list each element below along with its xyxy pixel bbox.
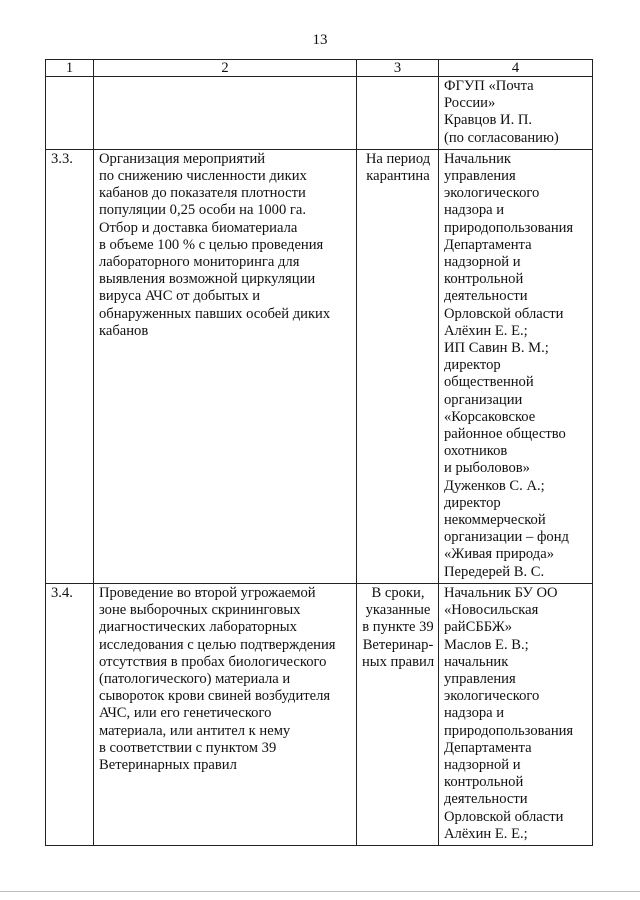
measure-description-line: кабанов до показателя плотности — [99, 185, 306, 202]
responsible-line: России» — [444, 95, 496, 112]
table-row — [46, 583, 593, 845]
measure-description-cell — [94, 583, 357, 845]
responsible-line: природопользования — [444, 219, 574, 236]
responsible-line: Орловской области — [444, 808, 564, 825]
responsible-line: начальник — [444, 653, 509, 670]
responsible-line: контрольной — [444, 774, 524, 791]
responsible-cell — [439, 77, 593, 150]
responsible-line: управления — [444, 168, 516, 185]
responsible-line: надзора и — [444, 705, 505, 722]
measure-description-line: исследования с целью подтверждения — [99, 636, 336, 653]
responsible-line: Начальник — [444, 150, 512, 167]
measure-description-line: Отбор и доставка биоматериала — [99, 219, 298, 236]
measure-description-line: АЧС, или его генетического — [99, 705, 272, 722]
measure-description-cell — [94, 77, 357, 150]
page-bottom-rule — [0, 891, 640, 892]
measure-description-line: популяции 0,25 особи на 1000 га. — [99, 202, 307, 219]
deadline-line: Ветеринар- — [362, 636, 434, 653]
responsible-line: Передерей В. С. — [444, 563, 545, 580]
measure-description-line: сывороток крови свиней возбудителя — [99, 688, 331, 705]
measure-description-line: вируса АЧС от добытых и — [99, 288, 261, 305]
responsible-line: Кравцов И. П. — [444, 112, 533, 129]
deadline-line: На период — [365, 150, 431, 167]
measure-description-line: отсутствия в пробах биологического — [99, 653, 327, 670]
measure-description-line: обнаруженных павших особей диких — [99, 305, 331, 322]
responsible-cell — [439, 583, 593, 845]
row-number-cell: 3.3. — [46, 149, 94, 583]
responsible-line: контрольной — [444, 271, 524, 288]
measure-description-line: зоне выборочных скрининговых — [99, 602, 301, 619]
measure-description-cell — [94, 149, 357, 583]
responsible-line: надзора и — [444, 202, 505, 219]
responsible-cell — [439, 149, 593, 583]
responsible-line: экологического — [444, 185, 540, 202]
responsible-line: Департамента — [444, 739, 532, 756]
responsible-line: райСББЖ» — [444, 619, 513, 636]
deadline-cell — [357, 583, 439, 845]
responsible-line: Дуженков С. А.; — [444, 477, 545, 494]
responsible-line: Маслов Е. В.; — [444, 636, 529, 653]
column-header-3: 3 — [357, 60, 439, 77]
responsible-line: надзорной и — [444, 254, 521, 271]
measure-description-line: Проведение во второй угрожаемой — [99, 584, 316, 601]
responsible-line: организации – фонд — [444, 529, 569, 546]
header-row — [46, 60, 593, 77]
measure-description-line: (патологического) материала и — [99, 670, 291, 687]
deadline-line: указанные — [365, 602, 431, 619]
responsible-line: ИП Савин В. М.; — [444, 340, 549, 357]
measure-description-line: в соответствии с пунктом 39 — [99, 739, 277, 756]
deadline-line: ных правил — [362, 653, 435, 670]
measure-description-line: диагностических лабораторных — [99, 619, 297, 636]
row-number-cell — [46, 77, 94, 150]
table-row — [46, 149, 593, 583]
responsible-line: «Корсаковское — [444, 408, 536, 425]
responsible-line: некоммерческой — [444, 512, 546, 529]
responsible-line: Орловской области — [444, 305, 564, 322]
deadline-cell — [357, 149, 439, 583]
table-body — [46, 77, 593, 846]
measure-description-line: Организация мероприятий — [99, 150, 266, 167]
responsible-line: Алёхин Е. Е.; — [444, 825, 528, 842]
column-header-4: 4 — [439, 60, 593, 77]
measure-description-line: Ветеринарных правил — [99, 756, 237, 773]
responsible-line: Начальник БУ ОО — [444, 584, 558, 601]
measure-description-line: материала, или антител к нему — [99, 722, 291, 739]
responsible-line: директор — [444, 357, 501, 374]
column-header-1: 1 — [46, 60, 94, 77]
table-row — [46, 77, 593, 150]
responsible-line: деятельности — [444, 791, 528, 808]
responsible-line: природопользования — [444, 722, 574, 739]
measure-description-line: лабораторного мониторинга для — [99, 254, 300, 271]
deadline-line: карантина — [366, 168, 430, 185]
responsible-line: ФГУП «Почта — [444, 78, 534, 94]
responsible-line: экологического — [444, 688, 540, 705]
deadline-cell — [357, 77, 439, 150]
column-header-2: 2 — [94, 60, 357, 77]
measure-description-line: по снижению численности диких — [99, 168, 307, 185]
deadline-line: В сроки, — [371, 584, 425, 601]
responsible-line: и рыболовов» — [444, 460, 530, 477]
responsible-line: надзорной и — [444, 756, 521, 773]
responsible-line: охотников — [444, 443, 508, 460]
responsible-line: организации — [444, 391, 523, 408]
measures-table — [45, 59, 593, 846]
responsible-line: управления — [444, 670, 516, 687]
measure-description-line: кабанов — [99, 322, 149, 339]
responsible-line: «Новосильская — [444, 602, 539, 619]
responsible-line: (по согласованию) — [444, 129, 559, 146]
measure-description-line: в объеме 100 % с целью проведения — [99, 236, 324, 253]
deadline-line: в пункте 39 — [362, 619, 434, 636]
measure-description-line: выявления возможной циркуляции — [99, 271, 316, 288]
responsible-line: Алёхин Е. Е.; — [444, 322, 528, 339]
responsible-line: районное общество — [444, 426, 566, 443]
responsible-line: «Живая природа» — [444, 546, 555, 563]
responsible-line: общественной — [444, 374, 534, 391]
row-number-cell: 3.4. — [46, 583, 94, 845]
responsible-line: Департамента — [444, 236, 532, 253]
responsible-line: директор — [444, 494, 501, 511]
responsible-line: деятельности — [444, 288, 528, 305]
page-number: 13 — [312, 32, 328, 48]
